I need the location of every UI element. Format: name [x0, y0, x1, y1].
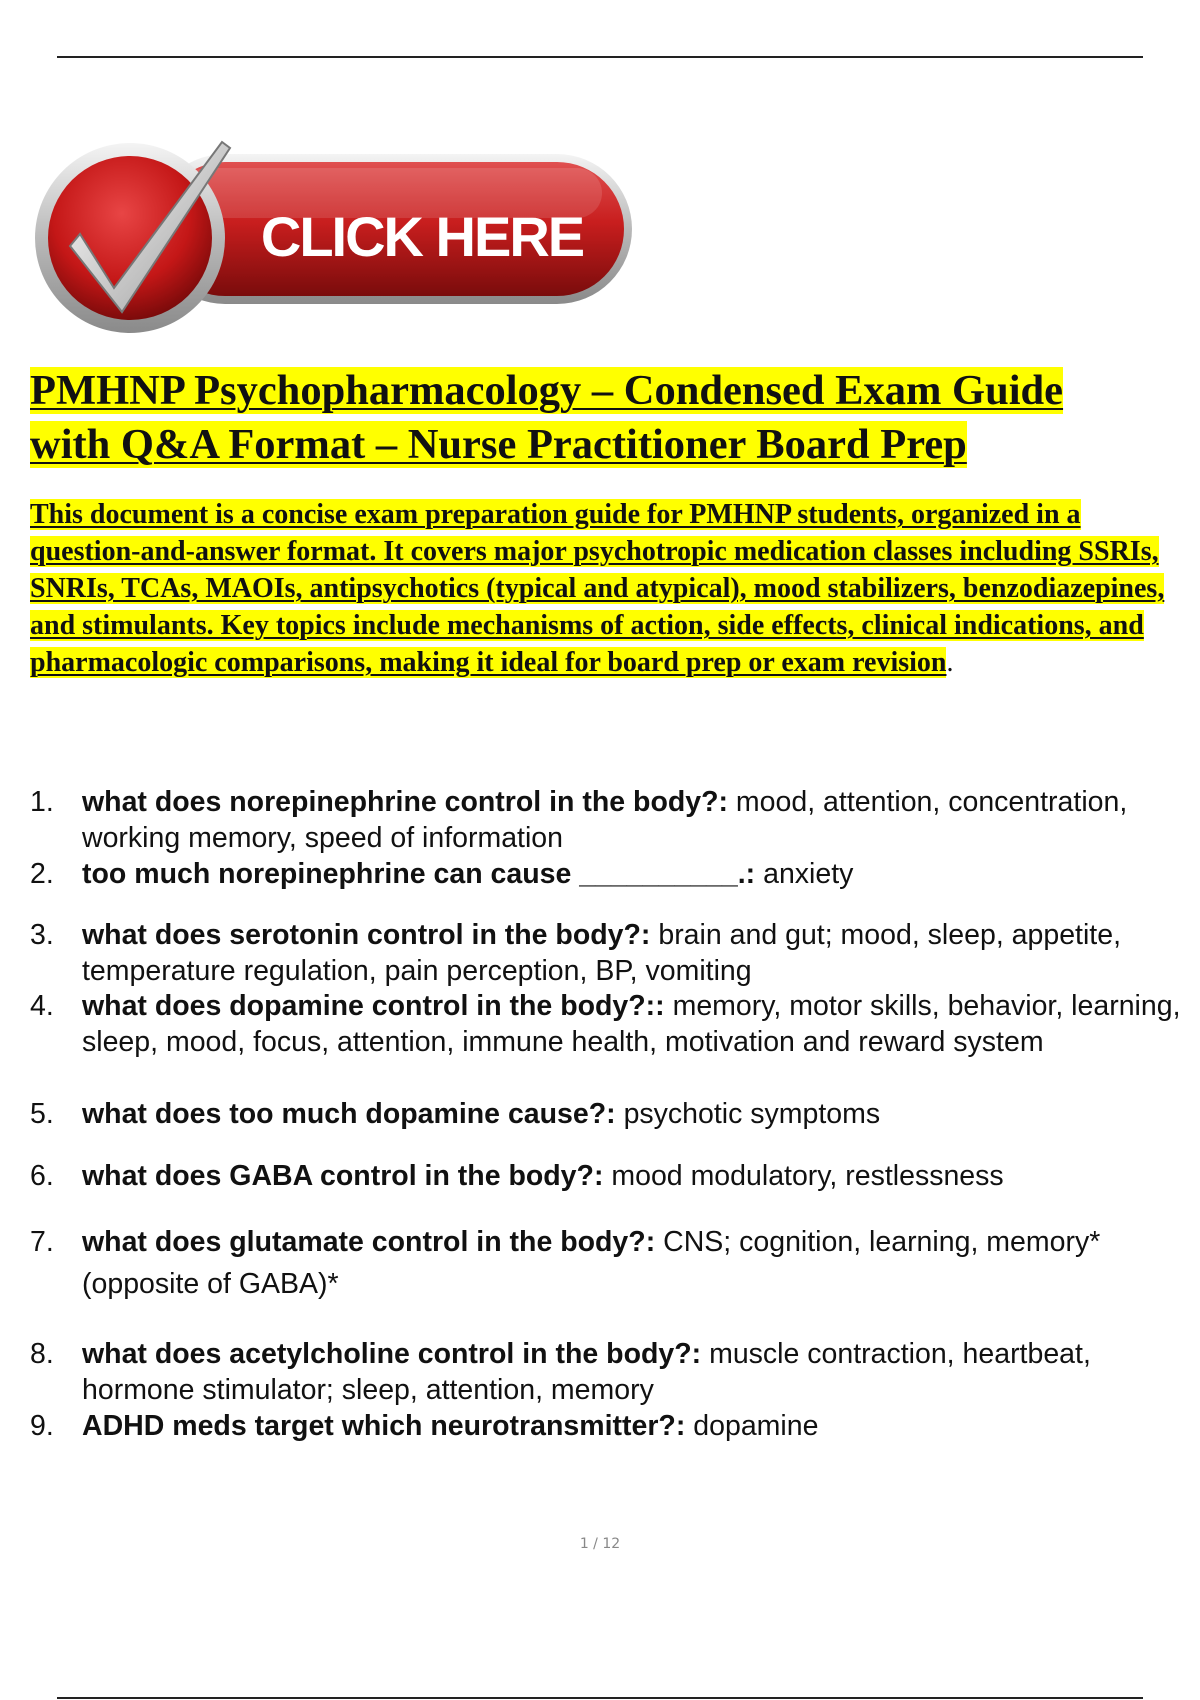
summary-text: This document is a concise exam preparation guide for PMHNP students, organized in a question-and-answer format. It covers major psychotropic medication classes including SSRIs, SNRIs, TCAs, MAOIs, antipsychotics (typical and atypical), mood stabilizers, benzodiazepines, and stimulants. Key topics include mechanisms of action, side effects, clinical indications, and pharmacologic comparisons, making it ideal for board prep or exam revision: [30, 499, 1165, 678]
click-here-button[interactable]: [32, 134, 642, 342]
qa-question: what does dopamine control in the body?::: [82, 990, 665, 1022]
click-here-graphic: [32, 134, 642, 342]
qa-answer: anxiety: [755, 858, 854, 890]
qa-question: what does norepinephrine control in the body?:: [82, 786, 729, 818]
qa-question: what does glutamate control in the body?:: [82, 1226, 656, 1258]
qa-item-6: [30, 1158, 1190, 1194]
qa-number: 9.: [30, 1410, 54, 1442]
top-divider: [57, 56, 1143, 58]
bottom-divider: [57, 1697, 1143, 1699]
click-here-label: CLICK HERE: [260, 205, 584, 268]
qa-answer: psychotic symptoms: [615, 1098, 881, 1130]
qa-answer: muscle contraction, heartbeat, hormone stimulator; sleep, attention, memory: [82, 1338, 1091, 1406]
title-line-2: with Q&A Format – Nurse Practitioner Board Prep: [30, 421, 967, 468]
qa-item-1: [30, 784, 1190, 856]
document-title: [30, 364, 1170, 472]
qa-question: what does serotonin control in the body?:: [82, 919, 651, 951]
qa-item-7: [30, 1221, 1190, 1305]
qa-question: what does GABA control in the body?:: [82, 1160, 604, 1192]
qa-item-5: [30, 1096, 1190, 1132]
summary-period: .: [946, 647, 954, 678]
qa-item-3: [30, 917, 1190, 989]
qa-number: 3.: [30, 919, 54, 951]
document-summary: [30, 496, 1190, 681]
qa-question: ADHD meds target which neurotransmitter?:: [82, 1410, 686, 1442]
qa-answer: dopamine: [685, 1410, 819, 1442]
title-line-1: PMHNP Psychopharmacology – Condensed Exam Guide: [30, 367, 1064, 414]
qa-number: 5.: [30, 1098, 54, 1130]
qa-number: 1.: [30, 786, 54, 818]
qa-question: what does acetylcholine control in the body?:: [82, 1338, 702, 1370]
qa-answer: mood modulatory, restlessness: [603, 1160, 1004, 1192]
qa-item-8: [30, 1336, 1190, 1408]
qa-item-4: [30, 988, 1190, 1060]
qa-answer: memory, motor skills, behavior, learning, sleep, mood, focus, attention, immune health, motivation and reward system: [82, 990, 1181, 1058]
qa-question: too much norepinephrine can cause __________.:: [82, 858, 756, 890]
qa-answer: CNS; cognition, learning, memory*(opposite of GABA)*: [82, 1226, 1101, 1300]
qa-answer: brain and gut; mood, sleep, appetite, temperature regulation, pain perception, BP, vomiting: [82, 919, 1121, 987]
qa-number: 4.: [30, 990, 54, 1022]
qa-number: 7.: [30, 1226, 54, 1258]
qa-number: 6.: [30, 1160, 54, 1192]
qa-item-9: [30, 1408, 1190, 1444]
page-number: 1 / 12: [579, 1536, 621, 1552]
qa-question: what does too much dopamine cause?:: [82, 1098, 616, 1130]
qa-item-2: [30, 856, 1190, 892]
qa-number: 2.: [30, 858, 54, 890]
qa-number: 8.: [30, 1338, 54, 1370]
qa-answer: mood, attention, concentration, working memory, speed of information: [82, 786, 1128, 854]
